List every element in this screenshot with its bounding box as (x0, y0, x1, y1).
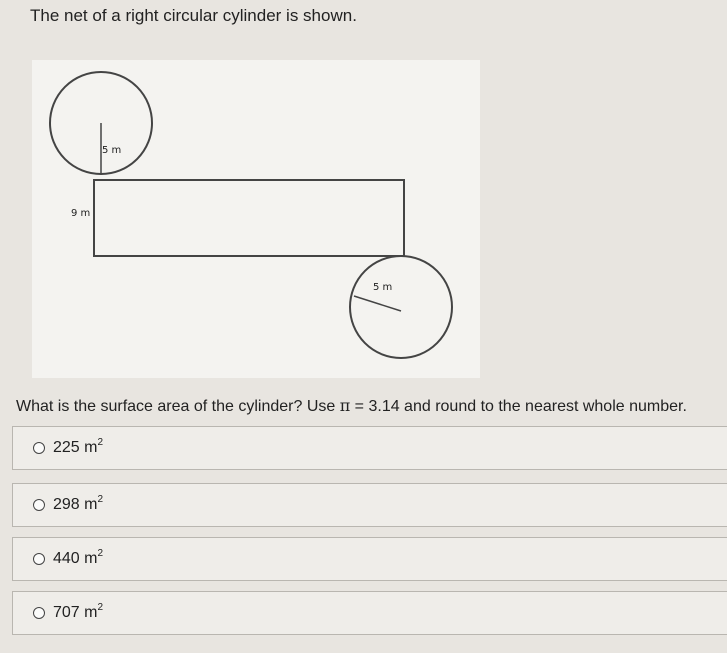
bottom-base-circle (350, 256, 452, 358)
radio-button[interactable] (33, 553, 45, 565)
height-label: 9 m (71, 208, 91, 219)
radio-button[interactable] (33, 442, 45, 454)
answer-choice-label: 298 $m^2$ (53, 494, 104, 513)
lateral-rectangle (94, 180, 404, 256)
answer-choice-label: 440 $m^2$ (53, 548, 104, 567)
question-after-pi: = 3.14 and round to the nearest whole number. (350, 398, 687, 415)
answer-choice-label: 707 $m^2$ (53, 602, 104, 621)
question-text (16, 396, 687, 416)
bottom-radius-line (354, 296, 401, 311)
prompt-text: The net of a right circular cylinder is shown. (30, 6, 357, 25)
answer-choice-a[interactable] (12, 426, 727, 470)
question-before-pi: What is the surface area of the cylinder? Use (16, 398, 340, 415)
radio-button[interactable] (33, 607, 45, 619)
radio-button[interactable] (33, 499, 45, 511)
pi-symbol: π (339, 396, 351, 415)
answer-choice-d[interactable] (12, 591, 727, 635)
cylinder-net-diagram (32, 60, 480, 378)
bottom-radius-label: 5 m (373, 282, 393, 293)
top-radius-label: 5 m (102, 145, 122, 156)
cylinder-net-figure (32, 60, 480, 378)
answer-choice-label: 225 $m^2$ (53, 437, 104, 456)
answer-choice-c[interactable] (12, 537, 727, 581)
answer-choice-b[interactable] (12, 483, 727, 527)
